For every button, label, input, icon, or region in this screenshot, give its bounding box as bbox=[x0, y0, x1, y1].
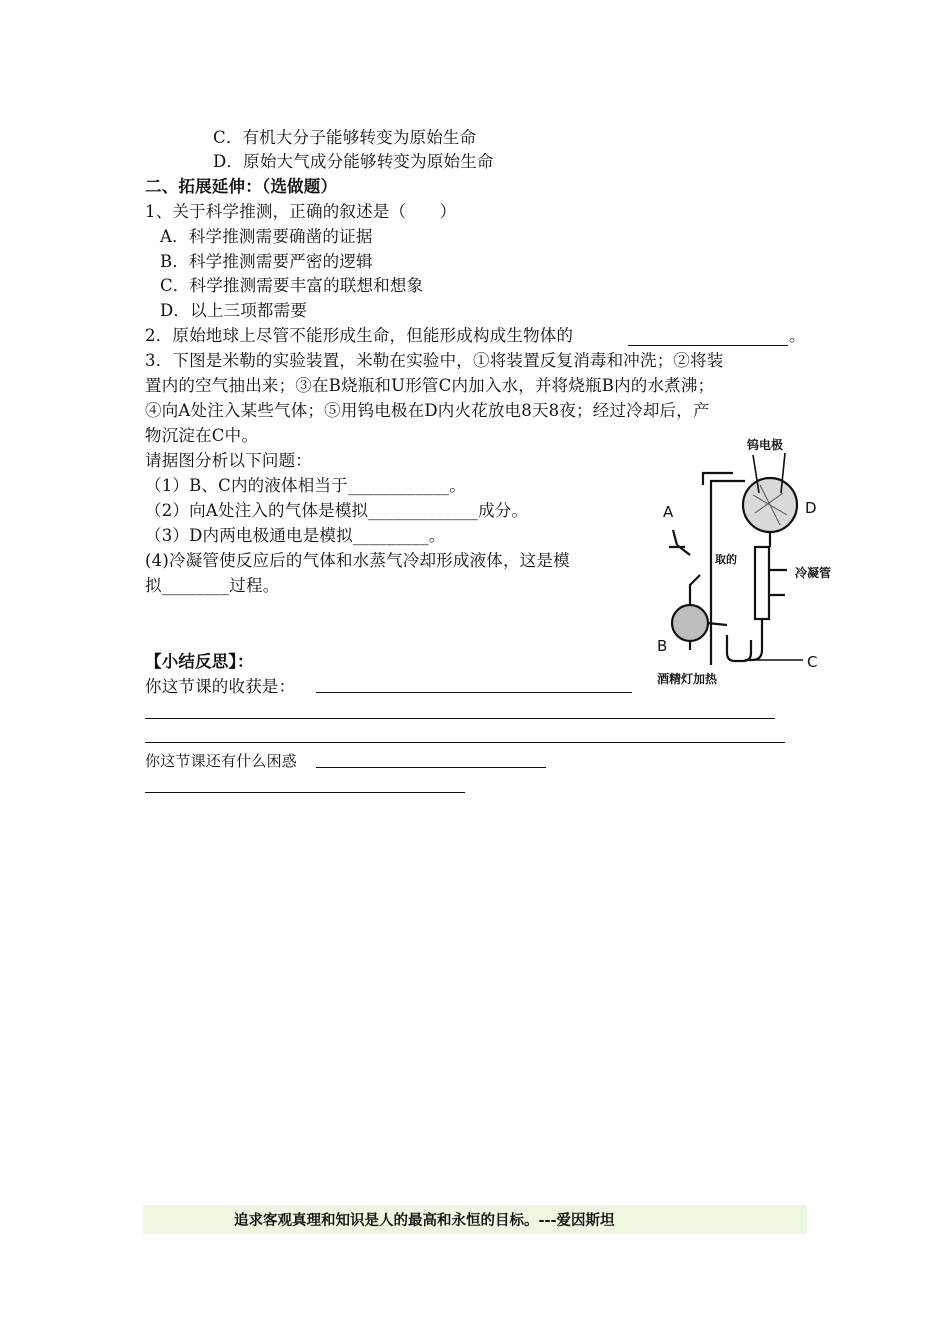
q2-suffix: 。 bbox=[789, 326, 806, 345]
q2-answer-line[interactable] bbox=[628, 345, 788, 346]
q3-line1: 3．下图是米勒的实验装置，米勒在实验中，①将装置反复消毒和冲洗；②将装 bbox=[145, 351, 724, 370]
figure-label-b: B bbox=[657, 637, 668, 655]
figure-label-a: A bbox=[663, 503, 674, 521]
figure-label-c: C bbox=[807, 653, 818, 671]
summary-heading: 【小结反思】： bbox=[145, 652, 254, 671]
q1-option-c: C．科学推测需要丰富的联想和想象 bbox=[160, 276, 424, 295]
q3-sub1: （1）B、C内的液体相当于____________。 bbox=[145, 476, 466, 495]
footer-banner bbox=[143, 1205, 807, 1234]
gain-answer-line-3[interactable] bbox=[145, 742, 785, 743]
q1-option-d: D．以上三项都需要 bbox=[160, 301, 308, 320]
footer-quote: 追求客观真理和知识是人的最高和永恒的目标。---爱因斯坦 bbox=[234, 1213, 615, 1229]
q2-prefix: 2．原始地球上尽管不能形成生命，但能形成构成生物体的 bbox=[145, 326, 574, 345]
figure-label-d: D bbox=[805, 499, 817, 517]
q3-line4: 物沉淀在C中。 bbox=[145, 426, 259, 445]
option-c-prev: C．有机大分子能够转变为原始生命 bbox=[213, 128, 477, 147]
summary-gain-label: 你这节课的收获是： bbox=[145, 677, 296, 696]
q3-line3: ④向A处注入某些气体；⑤用钨电极在D内火花放电8天8夜；经过冷却后，产 bbox=[145, 401, 710, 420]
doubt-answer-line[interactable] bbox=[316, 767, 546, 768]
figure-condenser-label: 冷凝管 bbox=[795, 566, 832, 580]
option-d-prev: D．原始大气成分能够转变为原始生命 bbox=[213, 152, 494, 171]
gain-answer-line-2[interactable] bbox=[145, 718, 775, 719]
q3-sub3: （3）D内两电极通电是模拟_________。 bbox=[145, 526, 446, 545]
figure-vtext-1: 取的 bbox=[715, 553, 737, 566]
q3-prompt: 请据图分析以下问题： bbox=[145, 451, 312, 470]
q1-stem: 1、关于科学推测，正确的叙述是（ ） bbox=[145, 202, 457, 221]
summary-doubt-label: 你这节课还有什么困惑 bbox=[145, 752, 298, 770]
doubt-answer-line-2[interactable] bbox=[145, 792, 465, 793]
figure-heat-label: 酒精灯加热 bbox=[657, 672, 718, 686]
gain-answer-line[interactable] bbox=[316, 692, 632, 693]
q3-sub2: （2）向A处注入的气体是模拟_____________成分。 bbox=[145, 501, 529, 520]
q1-option-b: B．科学推测需要严密的逻辑 bbox=[160, 252, 373, 271]
figure-electrode-label: 钨电极 bbox=[747, 438, 784, 452]
q3-line2: 置内的空气抽出来；③在B烧瓶和U形管C内加入水，并将烧瓶B内的水煮沸； bbox=[145, 376, 715, 395]
section-heading: 二、拓展延伸：（选做题） bbox=[145, 177, 338, 196]
q3-sub4a: (4)冷凝管使反应后的气体和水蒸气冷却形成液体，这是模 bbox=[145, 551, 570, 570]
q3-sub4b: 拟________过程。 bbox=[145, 576, 280, 595]
miller-apparatus-figure bbox=[655, 435, 855, 690]
q1-option-a: A．科学推测需要确凿的证据 bbox=[160, 227, 373, 246]
